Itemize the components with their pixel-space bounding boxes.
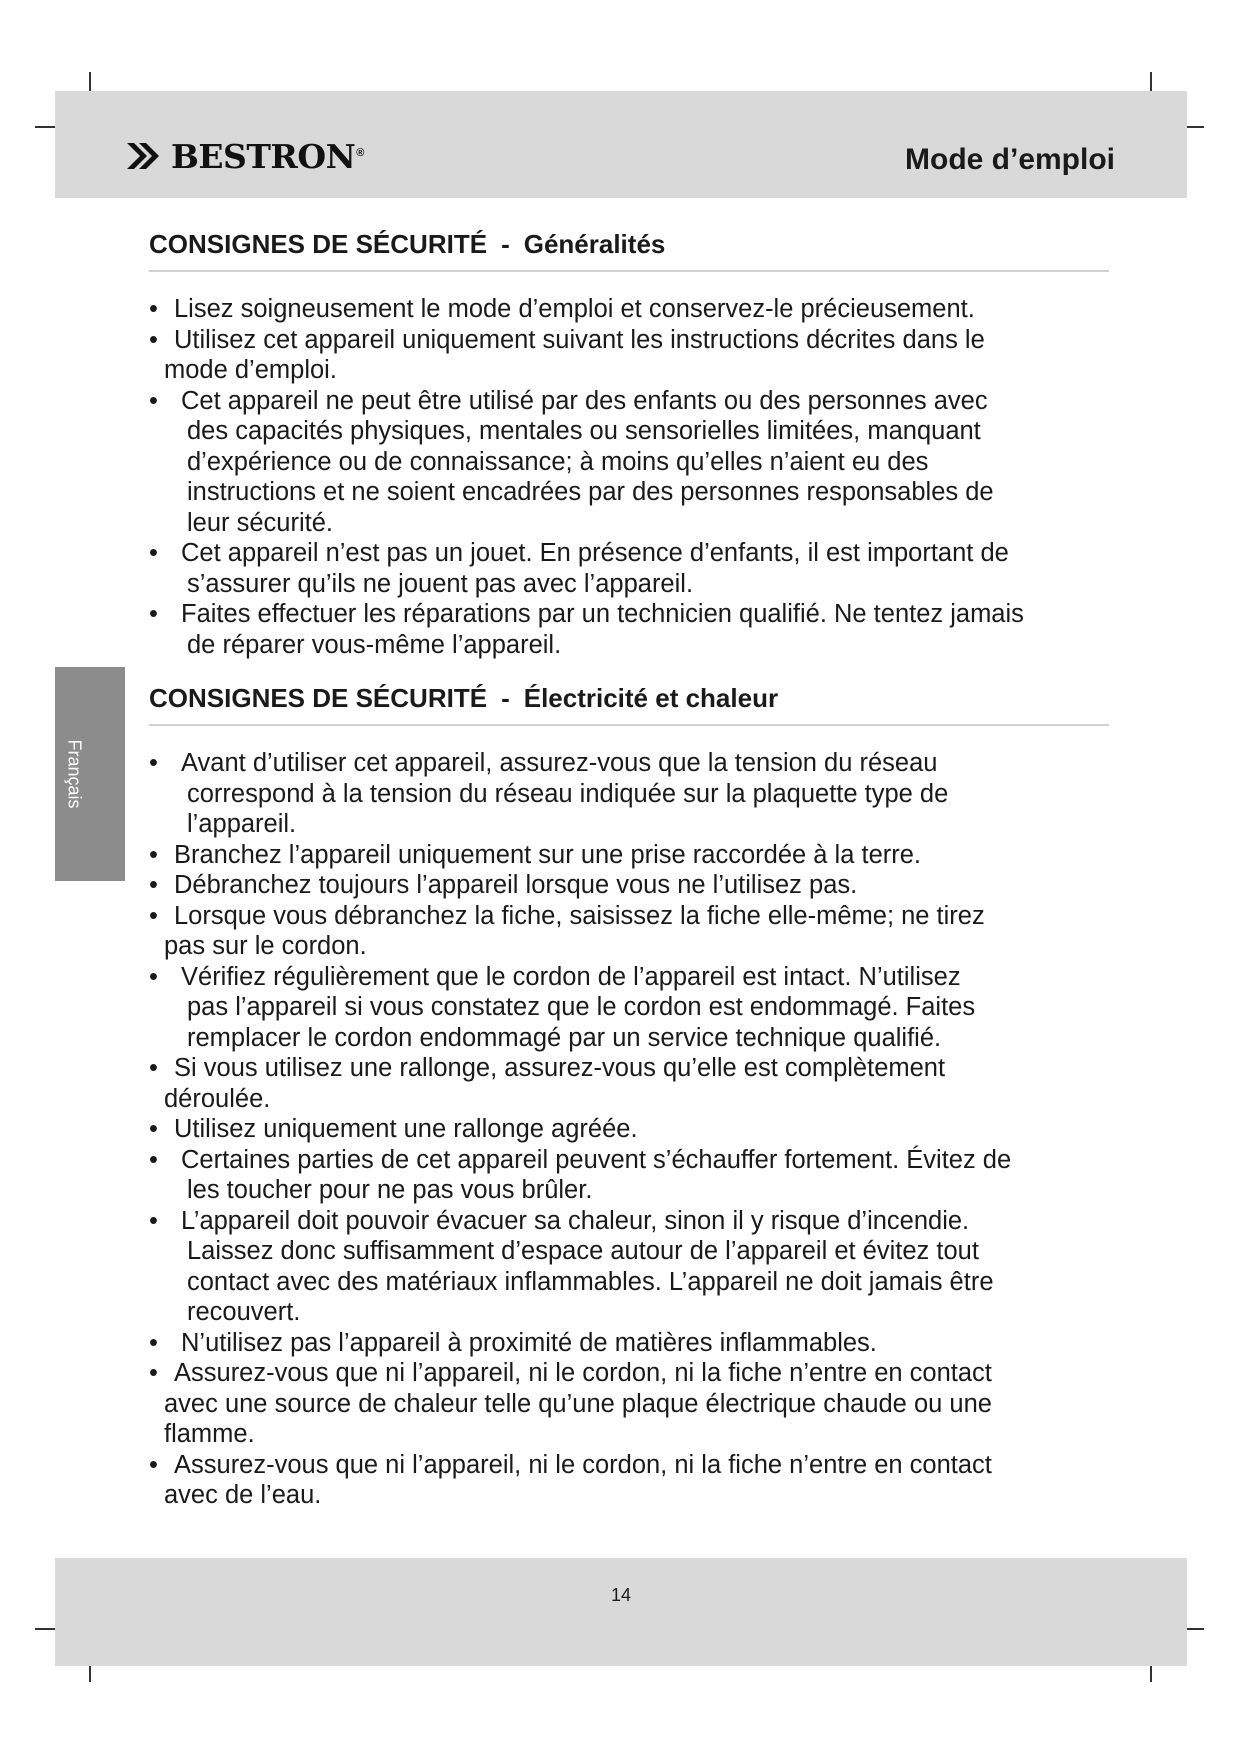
page-title: Mode d’emploi [905, 143, 1115, 176]
brand-chevrons-icon [125, 139, 165, 173]
list-item: • Lisez soigneusement le mode d’emploi et conservez-le précieusement. [149, 295, 975, 323]
list-item: • Si vous utilisez une rallonge, assurez-vous qu’elle est complètement déroulée. [149, 1054, 946, 1113]
list-item: • Faites effectuer les réparations par un technicien qualifié. Ne tentez jamais de réparer vous-même l’appareil. [149, 600, 1024, 659]
list-item: • Utilisez uniquement une rallonge agréée. [149, 1115, 638, 1143]
list-item: • Utilisez cet appareil uniquement suivant les instructions décrites dans le mode d’emploi. [149, 325, 985, 384]
list-item: • Assurez-vous que ni l’appareil, ni le cordon, ni la fiche n’entre en contact avec une source de chaleur telle qu’une plaque électrique chaude ou une flamme. [149, 1359, 992, 1448]
bullet-list [149, 294, 1109, 660]
list-item: • N’utilisez pas l’appareil à proximité de matières inflammables. [149, 1328, 877, 1357]
list-item: • Avant d’utiliser cet appareil, assurez-vous que la tension du réseau correspond à la tension du réseau indiquée sur la plaquette type de l’appareil. [149, 749, 949, 838]
brand-logo [125, 131, 364, 181]
list-item: • Débranchez toujours l’appareil lorsque vous ne l’utilisez pas. [149, 871, 858, 899]
list-item: • L’appareil doit pouvoir évacuer sa chaleur, sinon il y risque d’incendie. Laissez donc suffisamment d’espace autour de l’appareil et évitez tout contact avec des matériaux inflammables. L’appareil ne doit jamais être recouvert. [149, 1206, 994, 1326]
list-item: • Certaines parties de cet appareil peuvent s’échauffer fortement. Évitez de les toucher pour ne pas vous brûler. [149, 1145, 1012, 1204]
page-header [55, 91, 1187, 198]
list-item: • Cet appareil ne peut être utilisé par des enfants ou des personnes avec des capacités physiques, mentales ou sensorielles limitées, manquant d’expérience ou de connaissance; à moins qu’elles n’aient eu des instructions et ne soient encadrées par des personnes responsables de leur sécurité. [149, 386, 994, 537]
list-item: • Lorsque vous débranchez la fiche, saisissez la fiche elle-même; ne tirez pas sur le cordon. [149, 901, 985, 960]
list-item: • Branchez l’appareil uniquement sur une prise raccordée à la terre. [149, 840, 921, 869]
page-footer [55, 1558, 1187, 1666]
section-heading: CONSIGNES DE SÉCURITÉ - Électricité et chaleur [149, 683, 1109, 726]
page-number: 14 [610, 1585, 632, 1605]
list-item: • Assurez-vous que ni l’appareil, ni le cordon, ni la fiche n’entre en contact avec de l’eau. [149, 1450, 992, 1509]
brand-name: BESTRON® [171, 136, 364, 176]
section-general [149, 229, 1109, 660]
list-item: • Cet appareil n’est pas un jouet. En présence d’enfants, il est important de s’assurer qu’ils ne jouent pas avec l’appareil. [149, 539, 1009, 598]
section-heading: CONSIGNES DE SÉCURITÉ - Généralités [149, 229, 1109, 272]
section-electricity-heat [149, 683, 1109, 1511]
list-item: • Vérifiez régulièrement que le cordon de l’appareil est intact. N’utilisez pas l’appareil si vous constatez que le cordon est endommagé. Faites remplacer le cordon endommagé par un service technique qualifié. [149, 962, 976, 1052]
bullet-list [149, 748, 1109, 1511]
